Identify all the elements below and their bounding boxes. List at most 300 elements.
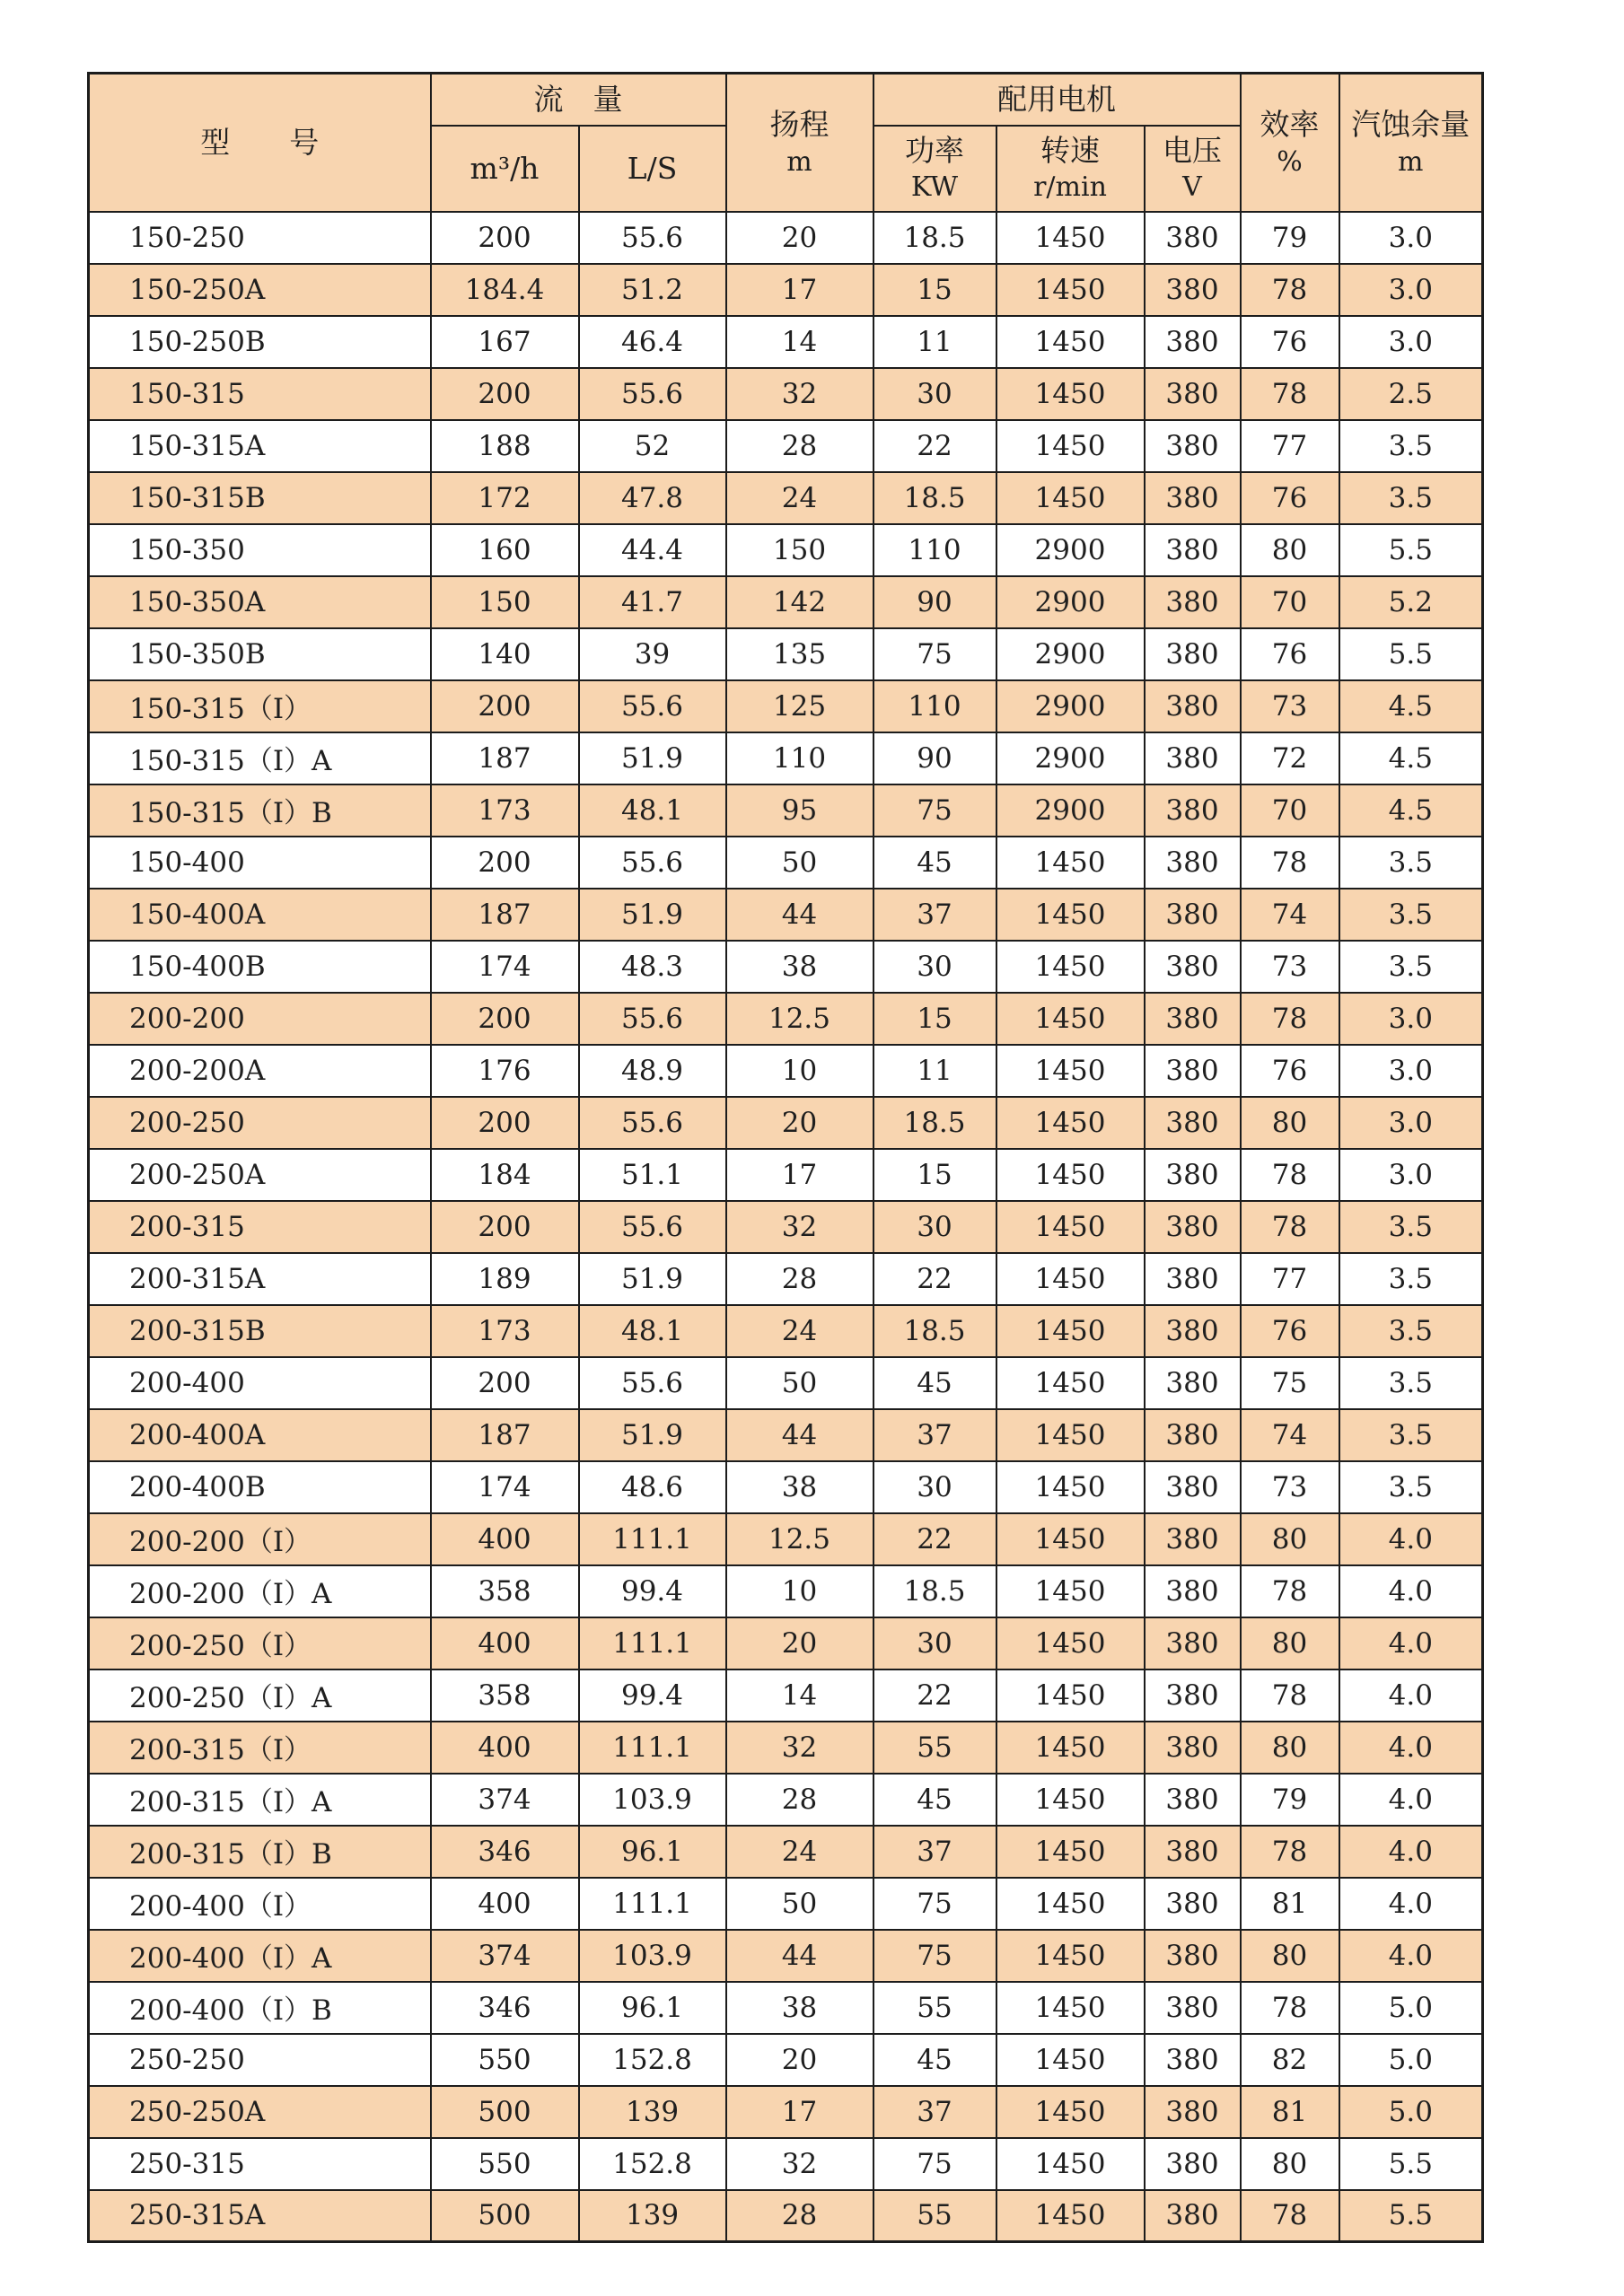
cell-efficiency: 78 [1241, 837, 1339, 889]
cell-flow-m3h: 400 [431, 1617, 579, 1669]
cell-power-kw: 110 [873, 680, 996, 732]
cell-voltage: 380 [1145, 941, 1241, 993]
cell-power-kw: 30 [873, 941, 996, 993]
cell-power-kw: 37 [873, 889, 996, 941]
cell-efficiency: 78 [1241, 2190, 1339, 2242]
table-row [89, 1930, 1483, 1982]
cell-head: 38 [726, 1461, 873, 1513]
cell-flow-ls: 47.8 [579, 472, 726, 524]
cell-efficiency: 78 [1241, 1826, 1339, 1878]
cell-power-kw: 110 [873, 524, 996, 576]
cell-efficiency: 73 [1241, 680, 1339, 732]
cell-power-kw: 22 [873, 1513, 996, 1565]
cell-efficiency: 78 [1241, 1669, 1339, 1722]
cell-voltage: 380 [1145, 1201, 1241, 1253]
cell-voltage: 380 [1145, 264, 1241, 316]
cell-voltage: 380 [1145, 1409, 1241, 1461]
cell-power-kw: 45 [873, 2034, 996, 2086]
cell-model: 150-315A [89, 420, 431, 472]
cell-voltage: 380 [1145, 1097, 1241, 1149]
cell-model: 150-400 [89, 837, 431, 889]
cell-voltage: 380 [1145, 1878, 1241, 1930]
cell-head: 32 [726, 2138, 873, 2190]
cell-flow-m3h: 200 [431, 837, 579, 889]
cell-flow-ls: 52 [579, 420, 726, 472]
cell-power-kw: 55 [873, 1722, 996, 1774]
table-row [89, 784, 1483, 837]
cell-efficiency: 75 [1241, 1357, 1339, 1409]
cell-npsh: 3.5 [1339, 889, 1483, 941]
header-row-groups [89, 74, 1483, 126]
table-row [89, 1357, 1483, 1409]
cell-model: 150-250B [89, 316, 431, 368]
cell-voltage: 380 [1145, 889, 1241, 941]
cell-model: 200-400（I）A [89, 1930, 431, 1982]
cell-npsh: 4.0 [1339, 1774, 1483, 1826]
table-row [89, 1878, 1483, 1930]
cell-head: 50 [726, 1357, 873, 1409]
table-row [89, 1617, 1483, 1669]
cell-flow-ls: 39 [579, 628, 726, 680]
cell-speed-rpm: 2900 [996, 576, 1145, 628]
cell-npsh: 5.5 [1339, 2138, 1483, 2190]
cell-power-kw: 75 [873, 628, 996, 680]
cell-power-kw: 22 [873, 1253, 996, 1305]
cell-flow-ls: 46.4 [579, 316, 726, 368]
cell-npsh: 3.5 [1339, 1357, 1483, 1409]
cell-power-kw: 30 [873, 1201, 996, 1253]
cell-flow-m3h: 200 [431, 1357, 579, 1409]
cell-flow-m3h: 358 [431, 1669, 579, 1722]
cell-npsh: 4.0 [1339, 1617, 1483, 1669]
cell-power-kw: 30 [873, 368, 996, 420]
table-row [89, 1461, 1483, 1513]
cell-model: 250-315A [89, 2190, 431, 2242]
header-npsh-label: 汽蚀余量 [1351, 106, 1470, 142]
cell-head: 28 [726, 2190, 873, 2242]
cell-head: 17 [726, 2086, 873, 2138]
cell-speed-rpm: 1450 [996, 1357, 1145, 1409]
cell-efficiency: 80 [1241, 524, 1339, 576]
cell-head: 44 [726, 1930, 873, 1982]
cell-speed-rpm: 1450 [996, 1930, 1145, 1982]
cell-head: 110 [726, 732, 873, 784]
cell-npsh: 3.0 [1339, 1045, 1483, 1097]
header-power-label: 功率 [905, 132, 964, 168]
cell-voltage: 380 [1145, 1982, 1241, 2034]
cell-flow-ls: 99.4 [579, 1565, 726, 1617]
cell-flow-m3h: 184.4 [431, 264, 579, 316]
cell-power-kw: 55 [873, 2190, 996, 2242]
cell-flow-m3h: 189 [431, 1253, 579, 1305]
cell-flow-ls: 51.9 [579, 889, 726, 941]
cell-efficiency: 76 [1241, 628, 1339, 680]
cell-speed-rpm: 1450 [996, 420, 1145, 472]
cell-flow-m3h: 184 [431, 1149, 579, 1201]
cell-head: 14 [726, 1669, 873, 1722]
cell-power-kw: 75 [873, 2138, 996, 2190]
cell-npsh: 3.0 [1339, 993, 1483, 1045]
cell-speed-rpm: 1450 [996, 1565, 1145, 1617]
cell-flow-ls: 111.1 [579, 1617, 726, 1669]
cell-head: 38 [726, 941, 873, 993]
cell-power-kw: 18.5 [873, 1305, 996, 1357]
cell-flow-ls: 55.6 [579, 1097, 726, 1149]
cell-power-kw: 15 [873, 264, 996, 316]
cell-flow-m3h: 400 [431, 1513, 579, 1565]
cell-flow-ls: 48.6 [579, 1461, 726, 1513]
header-efficiency-unit: % [1277, 145, 1303, 178]
cell-flow-ls: 111.1 [579, 1722, 726, 1774]
cell-npsh: 4.0 [1339, 1669, 1483, 1722]
cell-efficiency: 76 [1241, 1045, 1339, 1097]
header-speed-unit: r/min [1033, 171, 1107, 204]
cell-voltage: 380 [1145, 1774, 1241, 1826]
cell-flow-ls: 55.6 [579, 993, 726, 1045]
table-row [89, 941, 1483, 993]
cell-power-kw: 22 [873, 420, 996, 472]
cell-speed-rpm: 1450 [996, 889, 1145, 941]
cell-power-kw: 55 [873, 1982, 996, 2034]
cell-efficiency: 80 [1241, 2138, 1339, 2190]
cell-model: 150-315（I） [89, 680, 431, 732]
cell-flow-m3h: 500 [431, 2190, 579, 2242]
cell-voltage: 380 [1145, 472, 1241, 524]
cell-speed-rpm: 1450 [996, 1669, 1145, 1722]
cell-head: 142 [726, 576, 873, 628]
cell-head: 20 [726, 1097, 873, 1149]
cell-speed-rpm: 2900 [996, 784, 1145, 837]
cell-head: 28 [726, 420, 873, 472]
cell-speed-rpm: 1450 [996, 264, 1145, 316]
header-efficiency-label: 效率 [1260, 106, 1320, 142]
cell-head: 12.5 [726, 1513, 873, 1565]
table-row [89, 628, 1483, 680]
cell-flow-m3h: 200 [431, 680, 579, 732]
cell-npsh: 5.0 [1339, 2034, 1483, 2086]
cell-model: 250-315 [89, 2138, 431, 2190]
cell-model: 200-315（I）B [89, 1826, 431, 1878]
cell-flow-m3h: 550 [431, 2034, 579, 2086]
cell-npsh: 3.5 [1339, 1253, 1483, 1305]
cell-power-kw: 30 [873, 1461, 996, 1513]
cell-head: 20 [726, 1617, 873, 1669]
cell-flow-m3h: 400 [431, 1878, 579, 1930]
cell-speed-rpm: 1450 [996, 1826, 1145, 1878]
cell-speed-rpm: 1450 [996, 2138, 1145, 2190]
pump-spec-table [87, 72, 1484, 2243]
cell-speed-rpm: 1450 [996, 941, 1145, 993]
cell-model: 200-400（I） [89, 1878, 431, 1930]
cell-model: 150-400A [89, 889, 431, 941]
cell-flow-m3h: 200 [431, 212, 579, 264]
cell-flow-ls: 55.6 [579, 680, 726, 732]
cell-efficiency: 80 [1241, 1513, 1339, 1565]
cell-head: 95 [726, 784, 873, 837]
header-head-label: 扬程 [769, 106, 830, 142]
cell-flow-ls: 48.9 [579, 1045, 726, 1097]
cell-model: 150-315B [89, 472, 431, 524]
cell-efficiency: 73 [1241, 941, 1339, 993]
cell-power-kw: 15 [873, 993, 996, 1045]
cell-efficiency: 79 [1241, 1774, 1339, 1826]
cell-npsh: 3.0 [1339, 212, 1483, 264]
cell-npsh: 3.5 [1339, 941, 1483, 993]
cell-flow-m3h: 176 [431, 1045, 579, 1097]
header-flow-group: 流 量 [431, 74, 726, 126]
cell-head: 44 [726, 889, 873, 941]
cell-model: 200-200（I） [89, 1513, 431, 1565]
cell-voltage: 380 [1145, 1357, 1241, 1409]
cell-speed-rpm: 1450 [996, 1513, 1145, 1565]
cell-head: 32 [726, 1201, 873, 1253]
cell-speed-rpm: 1450 [996, 1097, 1145, 1149]
cell-flow-ls: 152.8 [579, 2034, 726, 2086]
header-speed-label: 转速 [1040, 132, 1100, 168]
table-row [89, 1774, 1483, 1826]
cell-speed-rpm: 1450 [996, 1461, 1145, 1513]
cell-speed-rpm: 1450 [996, 1878, 1145, 1930]
cell-model: 200-315（I）A [89, 1774, 431, 1826]
cell-npsh: 5.5 [1339, 524, 1483, 576]
cell-efficiency: 82 [1241, 2034, 1339, 2086]
cell-npsh: 4.5 [1339, 784, 1483, 837]
cell-flow-m3h: 172 [431, 472, 579, 524]
cell-flow-m3h: 374 [431, 1774, 579, 1826]
cell-model: 200-315A [89, 1253, 431, 1305]
cell-voltage: 380 [1145, 1930, 1241, 1982]
cell-head: 24 [726, 472, 873, 524]
cell-efficiency: 70 [1241, 784, 1339, 837]
cell-efficiency: 80 [1241, 1722, 1339, 1774]
cell-voltage: 380 [1145, 2138, 1241, 2190]
cell-head: 32 [726, 368, 873, 420]
cell-flow-ls: 51.9 [579, 1253, 726, 1305]
cell-speed-rpm: 1450 [996, 2034, 1145, 2086]
cell-head: 14 [726, 316, 873, 368]
cell-flow-m3h: 174 [431, 1461, 579, 1513]
cell-efficiency: 80 [1241, 1097, 1339, 1149]
header-voltage-label: 电压 [1163, 132, 1223, 168]
cell-efficiency: 81 [1241, 2086, 1339, 2138]
cell-speed-rpm: 1450 [996, 316, 1145, 368]
cell-model: 200-400（I）B [89, 1982, 431, 2034]
cell-voltage: 380 [1145, 1617, 1241, 1669]
cell-efficiency: 80 [1241, 1617, 1339, 1669]
cell-voltage: 380 [1145, 1253, 1241, 1305]
cell-head: 38 [726, 1982, 873, 2034]
cell-head: 20 [726, 212, 873, 264]
cell-head: 50 [726, 1878, 873, 1930]
cell-voltage: 380 [1145, 368, 1241, 420]
cell-voltage: 380 [1145, 420, 1241, 472]
cell-flow-m3h: 173 [431, 1305, 579, 1357]
cell-flow-m3h: 187 [431, 889, 579, 941]
cell-speed-rpm: 1450 [996, 1149, 1145, 1201]
cell-voltage: 380 [1145, 784, 1241, 837]
cell-flow-m3h: 550 [431, 2138, 579, 2190]
cell-speed-rpm: 1450 [996, 1982, 1145, 2034]
cell-flow-ls: 51.9 [579, 1409, 726, 1461]
cell-npsh: 3.0 [1339, 1149, 1483, 1201]
table-row [89, 1045, 1483, 1097]
header-voltage [1145, 126, 1241, 212]
cell-voltage: 380 [1145, 2034, 1241, 2086]
cell-flow-m3h: 346 [431, 1826, 579, 1878]
cell-speed-rpm: 2900 [996, 524, 1145, 576]
cell-npsh: 3.5 [1339, 472, 1483, 524]
cell-voltage: 380 [1145, 837, 1241, 889]
cell-npsh: 4.5 [1339, 732, 1483, 784]
cell-voltage: 380 [1145, 1826, 1241, 1878]
cell-flow-ls: 103.9 [579, 1930, 726, 1982]
cell-model: 150-350B [89, 628, 431, 680]
cell-speed-rpm: 2900 [996, 732, 1145, 784]
table-row [89, 889, 1483, 941]
table-row [89, 1097, 1483, 1149]
cell-model: 200-315 [89, 1201, 431, 1253]
cell-power-kw: 18.5 [873, 212, 996, 264]
cell-flow-m3h: 167 [431, 316, 579, 368]
cell-npsh: 4.0 [1339, 1878, 1483, 1930]
cell-power-kw: 15 [873, 1149, 996, 1201]
table-header [89, 74, 1483, 212]
cell-model: 150-350A [89, 576, 431, 628]
cell-power-kw: 37 [873, 1409, 996, 1461]
cell-npsh: 4.0 [1339, 1565, 1483, 1617]
cell-efficiency: 76 [1241, 472, 1339, 524]
cell-efficiency: 80 [1241, 1930, 1339, 1982]
table-row [89, 1722, 1483, 1774]
cell-model: 150-315 [89, 368, 431, 420]
cell-npsh: 5.2 [1339, 576, 1483, 628]
cell-head: 12.5 [726, 993, 873, 1045]
cell-head: 150 [726, 524, 873, 576]
cell-flow-m3h: 200 [431, 368, 579, 420]
cell-speed-rpm: 1450 [996, 1045, 1145, 1097]
cell-voltage: 380 [1145, 576, 1241, 628]
cell-model: 150-315（I）B [89, 784, 431, 837]
cell-flow-ls: 51.9 [579, 732, 726, 784]
cell-voltage: 380 [1145, 1722, 1241, 1774]
cell-voltage: 380 [1145, 212, 1241, 264]
cell-model: 200-315B [89, 1305, 431, 1357]
header-flow-m3h: m³/h [431, 126, 579, 212]
cell-npsh: 3.5 [1339, 1409, 1483, 1461]
cell-speed-rpm: 1450 [996, 837, 1145, 889]
cell-flow-ls: 48.1 [579, 784, 726, 837]
cell-model: 200-200（I）A [89, 1565, 431, 1617]
cell-flow-m3h: 374 [431, 1930, 579, 1982]
table-row [89, 1201, 1483, 1253]
cell-power-kw: 30 [873, 1617, 996, 1669]
cell-head: 28 [726, 1253, 873, 1305]
cell-power-kw: 45 [873, 837, 996, 889]
cell-efficiency: 77 [1241, 1253, 1339, 1305]
table-row [89, 368, 1483, 420]
cell-flow-ls: 139 [579, 2086, 726, 2138]
cell-model: 150-250A [89, 264, 431, 316]
cell-voltage: 380 [1145, 1669, 1241, 1722]
cell-flow-m3h: 160 [431, 524, 579, 576]
table-row [89, 1669, 1483, 1722]
header-voltage-unit: V [1182, 171, 1202, 204]
cell-flow-ls: 55.6 [579, 1201, 726, 1253]
table-body [89, 212, 1483, 2242]
table-row [89, 1149, 1483, 1201]
cell-speed-rpm: 1450 [996, 212, 1145, 264]
header-efficiency [1241, 74, 1339, 212]
cell-flow-ls: 41.7 [579, 576, 726, 628]
cell-voltage: 380 [1145, 524, 1241, 576]
cell-flow-m3h: 400 [431, 1722, 579, 1774]
cell-efficiency: 73 [1241, 1461, 1339, 1513]
cell-speed-rpm: 1450 [996, 1774, 1145, 1826]
cell-efficiency: 77 [1241, 420, 1339, 472]
cell-flow-ls: 99.4 [579, 1669, 726, 1722]
cell-head: 28 [726, 1774, 873, 1826]
table-row [89, 1826, 1483, 1878]
cell-efficiency: 72 [1241, 732, 1339, 784]
cell-speed-rpm: 1450 [996, 993, 1145, 1045]
table-row [89, 576, 1483, 628]
cell-voltage: 380 [1145, 1045, 1241, 1097]
table-row [89, 1565, 1483, 1617]
cell-model: 250-250 [89, 2034, 431, 2086]
cell-speed-rpm: 2900 [996, 628, 1145, 680]
cell-voltage: 380 [1145, 680, 1241, 732]
cell-flow-ls: 55.6 [579, 212, 726, 264]
cell-npsh: 3.0 [1339, 1097, 1483, 1149]
cell-power-kw: 18.5 [873, 1097, 996, 1149]
cell-flow-ls: 152.8 [579, 2138, 726, 2190]
cell-flow-m3h: 173 [431, 784, 579, 837]
cell-voltage: 380 [1145, 732, 1241, 784]
cell-npsh: 4.0 [1339, 1513, 1483, 1565]
cell-model: 150-400B [89, 941, 431, 993]
cell-head: 24 [726, 1305, 873, 1357]
cell-npsh: 4.0 [1339, 1826, 1483, 1878]
cell-npsh: 3.5 [1339, 837, 1483, 889]
cell-model: 200-400 [89, 1357, 431, 1409]
cell-flow-ls: 48.3 [579, 941, 726, 993]
header-npsh-unit: m [1398, 145, 1424, 178]
cell-power-kw: 37 [873, 1826, 996, 1878]
cell-npsh: 5.0 [1339, 1982, 1483, 2034]
table-row [89, 1409, 1483, 1461]
cell-efficiency: 76 [1241, 316, 1339, 368]
cell-efficiency: 76 [1241, 1305, 1339, 1357]
cell-power-kw: 22 [873, 1669, 996, 1722]
cell-efficiency: 78 [1241, 1565, 1339, 1617]
table-row [89, 1513, 1483, 1565]
cell-efficiency: 78 [1241, 264, 1339, 316]
cell-efficiency: 78 [1241, 1201, 1339, 1253]
cell-flow-m3h: 150 [431, 576, 579, 628]
cell-model: 200-400A [89, 1409, 431, 1461]
cell-speed-rpm: 1450 [996, 368, 1145, 420]
cell-model: 200-250（I） [89, 1617, 431, 1669]
cell-flow-ls: 111.1 [579, 1878, 726, 1930]
cell-head: 24 [726, 1826, 873, 1878]
cell-voltage: 380 [1145, 2086, 1241, 2138]
cell-model: 200-315（I） [89, 1722, 431, 1774]
cell-power-kw: 75 [873, 1878, 996, 1930]
table-row [89, 524, 1483, 576]
table-row [89, 1253, 1483, 1305]
cell-power-kw: 90 [873, 576, 996, 628]
header-power [873, 126, 996, 212]
